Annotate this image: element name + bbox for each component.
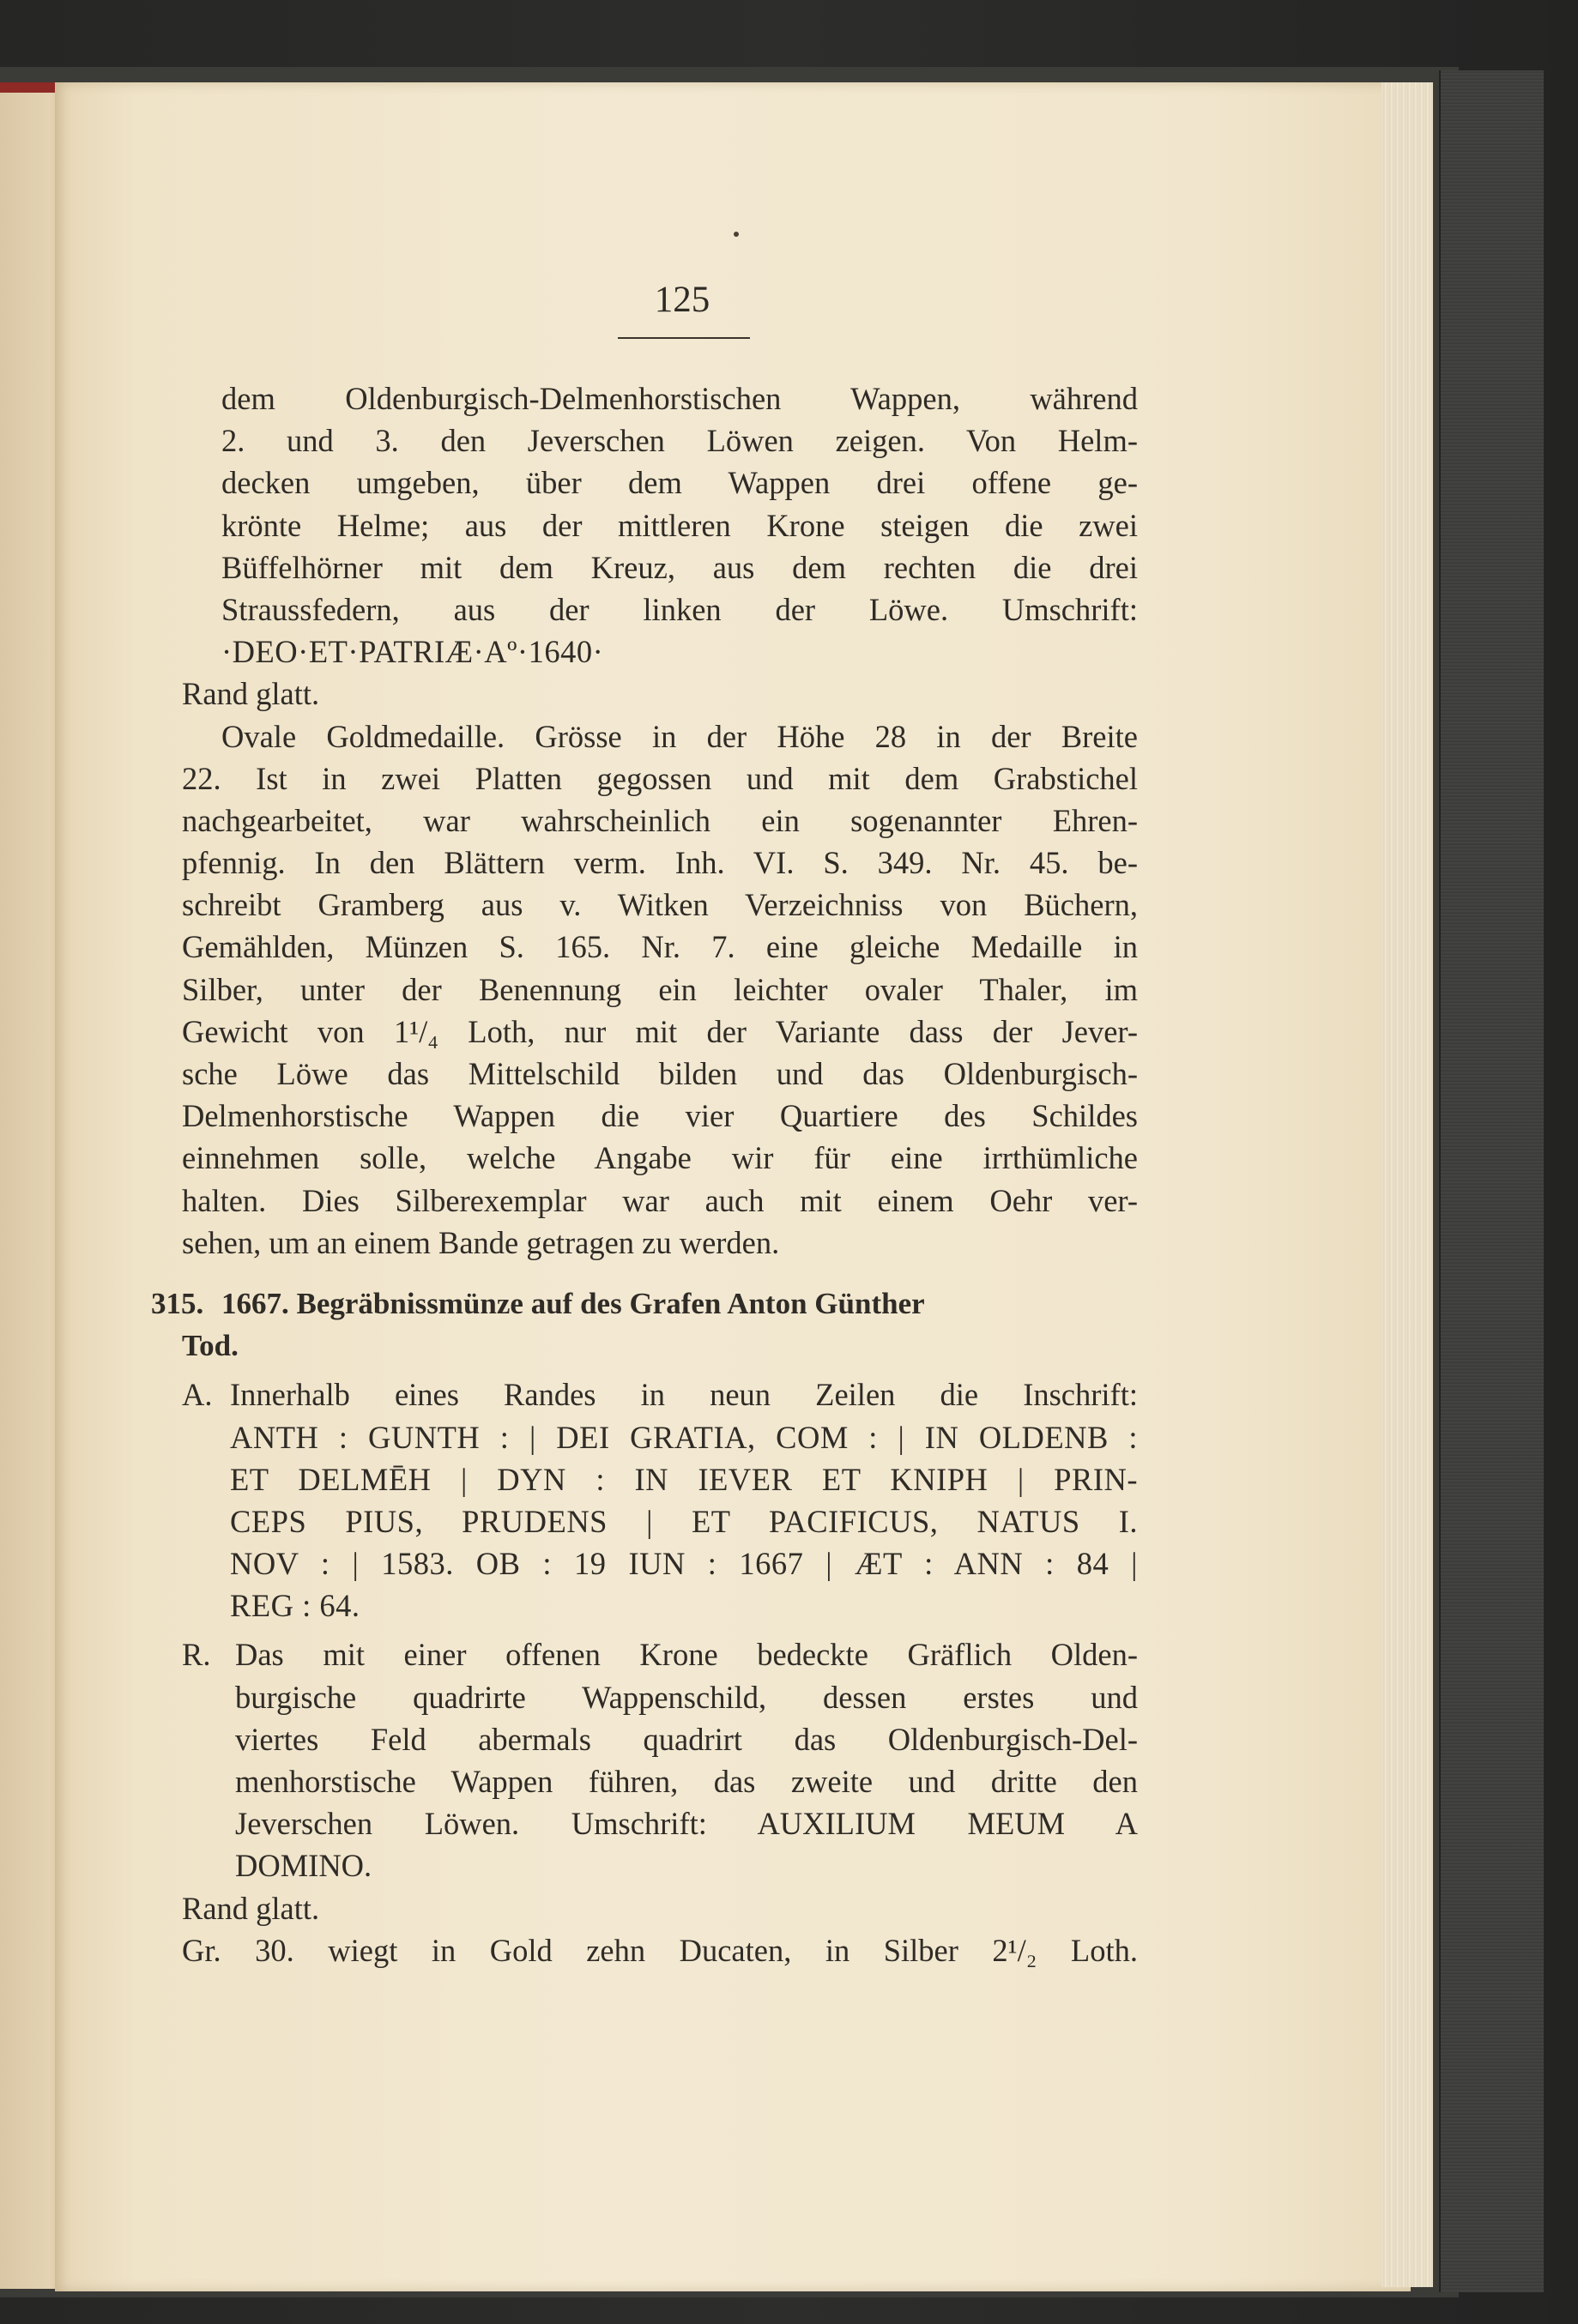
- entry-heading: [151, 1283, 1138, 1325]
- text-line: decken umgeben, über dem Wappen drei offene ge-: [221, 465, 1138, 501]
- text-line: Silber, unter der Benennung ein leichter ovaler Thaler, im: [182, 971, 1138, 1007]
- text-line: 22. Ist in zwei Platten gegossen und mit dem Grabstichel: [182, 760, 1138, 796]
- edge-note: Rand glatt.: [182, 1890, 320, 1926]
- reverse-text: Das mit einer offenen Krone bedeckte Gräflich Olden-: [235, 1637, 1138, 1673]
- text-line: Delmenhorstische Wappen die vier Quartiere des Schildes: [182, 1098, 1138, 1134]
- page-stack-edge: [1382, 82, 1433, 2287]
- reverse-label: R.: [182, 1637, 211, 1673]
- obverse-label: A.: [182, 1377, 213, 1413]
- text-line: nachgearbeitet, war wahrscheinlich ein sogenannter Ehren-: [182, 802, 1138, 838]
- text-line: Gemählden, Münzen S. 165. Nr. 7. eine gleiche Medaille in: [182, 929, 1138, 965]
- page-body: [151, 377, 1138, 1971]
- text-line: Jeverschen Löwen. Umschrift: AUXILIUM MEUM A: [235, 1806, 1138, 1842]
- text-line: sche Löwe das Mittelschild bilden und das Oldenburgisch-: [182, 1056, 1138, 1091]
- text-line: pfennig. In den Blättern verm. Inh. VI. S. 349. Nr. 45. be-: [182, 845, 1138, 881]
- text-line: dem Oldenburgisch-Delmenhorstischen Wappen, während: [221, 381, 1138, 416]
- inscription-line: REG : 64.: [230, 1588, 360, 1624]
- text-line: 2. und 3. den Jeverschen Löwen zeigen. Von Helm-: [221, 423, 1138, 459]
- text-line: schreibt Gramberg aus v. Witken Verzeichniss von Büchern,: [182, 887, 1138, 923]
- reverse-first-line: [182, 1633, 1138, 1675]
- entry-title-cont: Tod.: [182, 1329, 239, 1363]
- entry-number: 315.: [151, 1286, 204, 1320]
- page-number-rule: [618, 337, 750, 339]
- text-line: Straussfedern, aus der linken der Löwe. Umschrift:: [221, 591, 1138, 627]
- page-mark: [734, 232, 739, 237]
- text-line: Büffelhörner mit dem Kreuz, aus dem rechten die drei: [221, 549, 1138, 585]
- inscription-line: ANTH : GUNTH : | DEI GRATIA, COM : | IN OLDENB :: [230, 1419, 1138, 1455]
- edge-note: Rand glatt.: [182, 676, 320, 712]
- inscription-line: ET DELMĒH | DYN : IN IEVER ET KNIPH | PRIN-: [230, 1461, 1138, 1497]
- spacer: [221, 1264, 1138, 1283]
- text-line: Ovale Goldmedaille. Grösse in der Höhe 28 in der Breite: [221, 718, 1138, 754]
- text-line: burgische quadrirte Wappenschild, dessen erstes und: [235, 1679, 1138, 1715]
- text-line: krönte Helme; aus der mittleren Krone steigen die zwei: [221, 507, 1138, 543]
- text-line: halten. Dies Silberexemplar war auch mit einem Oehr ver-: [182, 1182, 1138, 1218]
- text-line: sehen, um an einem Bande getragen zu werden.: [182, 1224, 780, 1260]
- entry-title: 1667. Begräbnissmünze auf des Grafen Anton Günther: [221, 1286, 925, 1320]
- obverse-text: Innerhalb eines Randes in neun Zeilen die Inschrift:: [230, 1377, 1138, 1413]
- inscription-line: ·DEO·ET·PATRIÆ·Aº·1640·: [221, 634, 604, 670]
- spacer: [221, 1367, 1138, 1373]
- book-cover-right: [1439, 70, 1544, 2292]
- text-line: DOMINO.: [235, 1848, 372, 1884]
- text-line: viertes Feld abermals quadrirt das Oldenburgisch-Del-: [235, 1721, 1138, 1757]
- obverse-first-line: [182, 1373, 1138, 1416]
- inscription-line: NOV : | 1583. OB : 19 IUN : 1667 | ÆT : ANN : 84 |: [230, 1546, 1138, 1582]
- inscription-line: CEPS PIUS, PRUDENS | ET PACIFICUS, NATUS I.: [230, 1503, 1138, 1539]
- weight-note: Gr. 30. wiegt in Gold zehn Ducaten, in Silber 2¹/₂ Loth.: [182, 1932, 1138, 1968]
- page-number: 125: [654, 280, 710, 320]
- spacer: [221, 1627, 1138, 1633]
- text-line: einnehmen solle, welche Angabe wir für eine irrthümliche: [182, 1140, 1138, 1176]
- text-line: menhorstische Wappen führen, das zweite und dritte den: [235, 1764, 1138, 1799]
- text-line: Gewicht von 1¹/₄ Loth, nur mit der Variante dass der Jever-: [182, 1013, 1138, 1049]
